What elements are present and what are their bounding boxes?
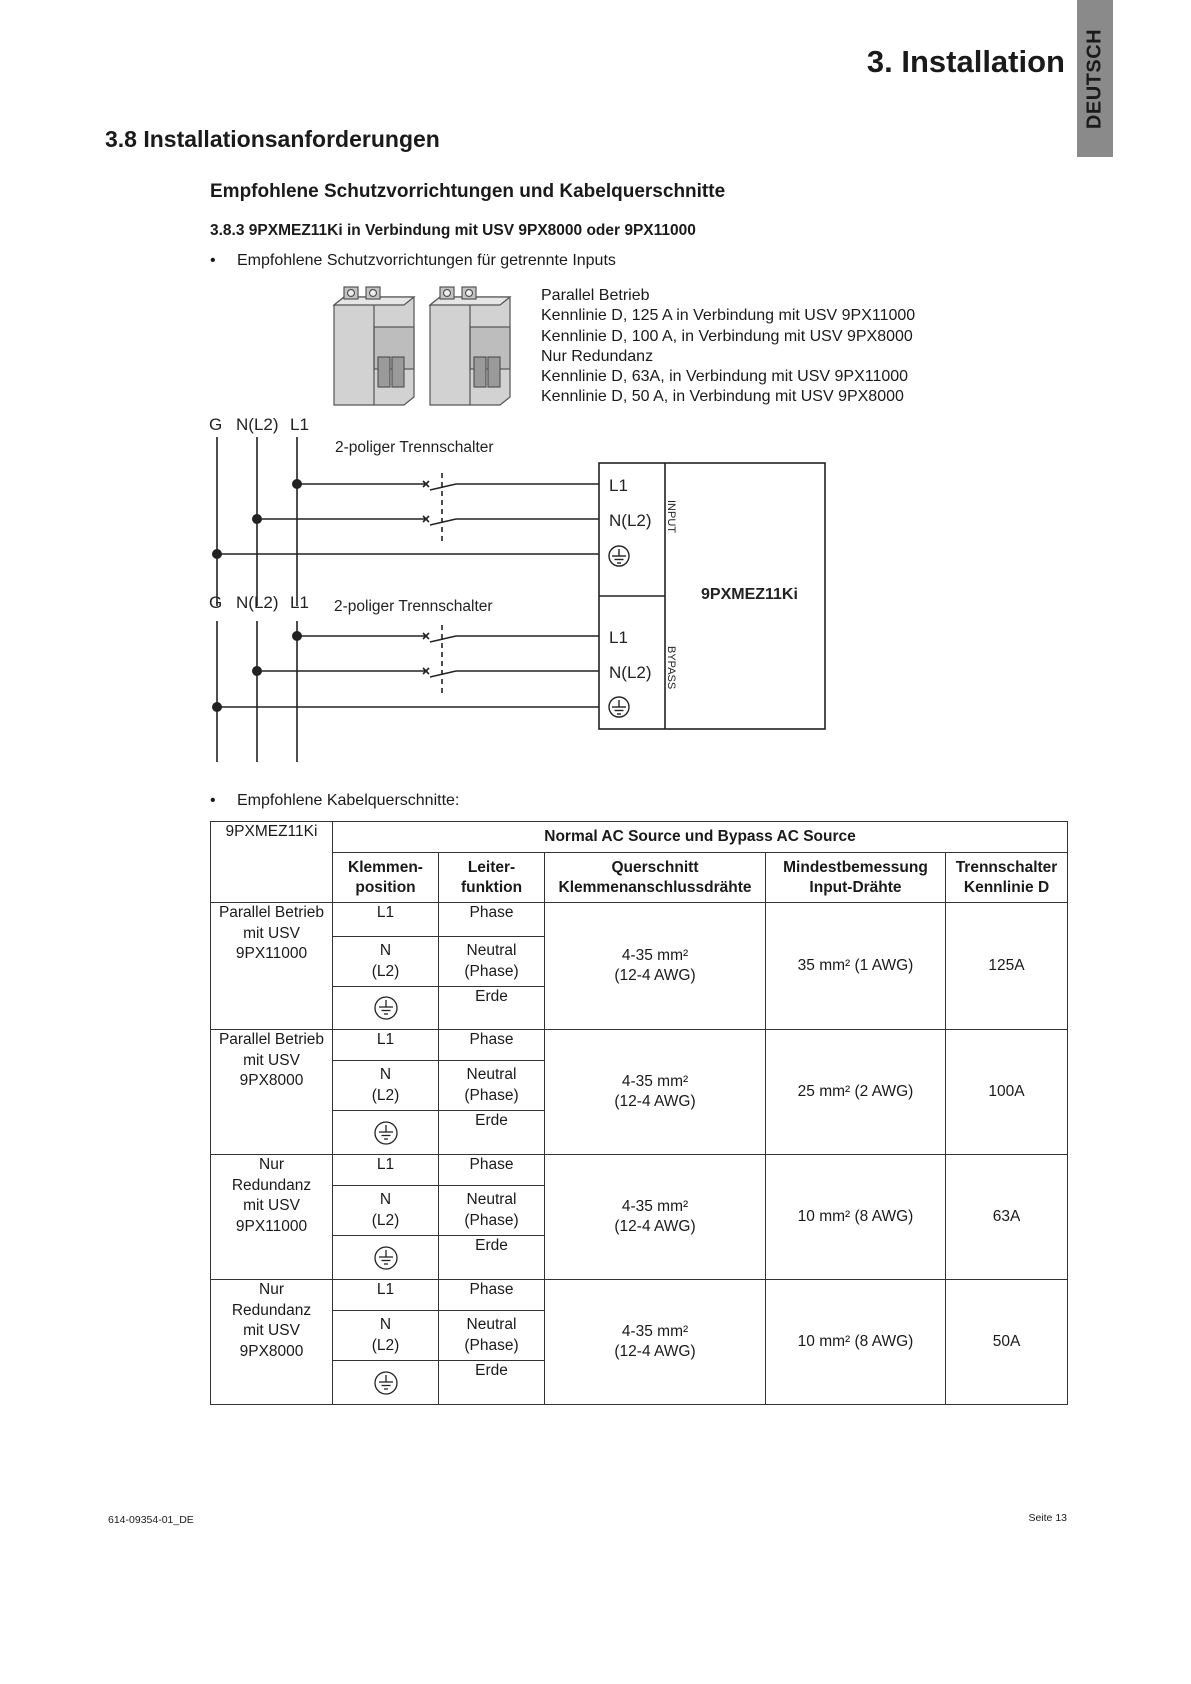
ground-icon <box>373 995 399 1021</box>
bus-label-g: G <box>209 593 223 612</box>
recommendation-line: Kennlinie D, 63A, in Verbindung mit USV 9PX11000 <box>541 368 909 386</box>
cross-section-cell: 4-35 mm² (12-4 AWG) <box>545 1155 766 1280</box>
config-cell: Parallel Betrieb mit USV 9PX11000 <box>211 903 333 1030</box>
bus-label-n: N(L2) <box>236 415 279 434</box>
min-rating-cell: 25 mm² (2 AWG) <box>766 1030 946 1155</box>
ground-icon <box>609 697 629 717</box>
bullet-text: Empfohlene Kabelquerschnitte: <box>237 792 460 809</box>
terminal-n: N(L2) <box>609 663 652 682</box>
position-cell <box>333 1111 439 1155</box>
model-label: 9PXMEZ11Ki <box>225 823 318 840</box>
terminal-n: N(L2) <box>609 511 652 530</box>
config-cell: Nur Redundanz mit USV 9PX8000 <box>211 1280 333 1405</box>
subsubsection-title: 3.8.3 9PXMEZ11Ki in Verbindung mit USV 9PX8000 oder 9PX11000 <box>210 222 696 239</box>
recommendation-line: Kennlinie D, 100 A, in Verbindung mit USV 9PX8000 <box>541 327 913 345</box>
switch-label: 2-poliger Trennschalter <box>335 439 494 456</box>
bus-label-n: N(L2) <box>236 593 279 612</box>
breaker-cell: 63A <box>946 1155 1068 1280</box>
position-cell: L1 <box>333 1280 439 1311</box>
language-tab-label: DEUTSCH <box>1083 28 1106 129</box>
breaker-cell: 125A <box>946 903 1068 1030</box>
switch-label: 2-poliger Trennschalter <box>334 598 493 615</box>
min-rating-cell: 35 mm² (1 AWG) <box>766 903 946 1030</box>
recommendation-line: Kennlinie D, 50 A, in Verbindung mit USV 9PX8000 <box>541 388 904 406</box>
group-header: Normal AC Source und Bypass AC Source <box>333 822 1068 853</box>
bullet-cables <box>210 792 710 814</box>
position-cell: N (L2) <box>333 1061 439 1111</box>
subsection-title: Empfohlene Schutzvorrichtungen und Kabelquerschnitte <box>210 181 726 202</box>
footer-page-number: Seite 13 <box>1028 1512 1067 1524</box>
bypass-label: BYPASS <box>665 646 677 690</box>
table-row <box>211 903 1068 937</box>
function-cell: Phase <box>439 1030 545 1061</box>
recommendation-line: Nur Redundanz <box>541 347 654 365</box>
function-cell: Phase <box>439 1280 545 1311</box>
function-cell: Neutral (Phase) <box>439 1186 545 1236</box>
bus-label-l1: L1 <box>290 415 309 434</box>
cable-table <box>210 821 1068 1405</box>
position-cell: N (L2) <box>333 1311 439 1361</box>
cross-section-cell: 4-35 mm² (12-4 AWG) <box>545 1030 766 1155</box>
table-row <box>211 1280 1068 1311</box>
ground-icon <box>373 1120 399 1146</box>
bus-label-g: G <box>209 415 223 434</box>
position-cell: L1 <box>333 1030 439 1061</box>
recommendation-line: Parallel Betrieb <box>541 287 650 304</box>
device-name: 9PXMEZ11Ki <box>701 586 798 603</box>
function-cell: Neutral (Phase) <box>439 1061 545 1111</box>
function-cell: Erde <box>439 1361 545 1405</box>
table-row <box>211 1030 1068 1061</box>
position-cell: N (L2) <box>333 937 439 987</box>
function-cell: Neutral (Phase) <box>439 937 545 987</box>
section-title: 3.8 Installationsanforderungen <box>105 126 440 152</box>
col-header-cross-section: Querschnitt Klemmenanschlussdrähte <box>545 853 766 903</box>
input-label: INPUT <box>665 500 677 533</box>
bus-label-l1: L1 <box>290 593 309 612</box>
function-cell: Erde <box>439 1236 545 1280</box>
chapter-title: 3. Installation <box>866 44 1065 79</box>
breaker-cell: 50A <box>946 1280 1068 1405</box>
position-cell <box>333 1236 439 1280</box>
function-cell: Erde <box>439 1111 545 1155</box>
bullet-dot: • <box>210 792 216 809</box>
function-cell: Phase <box>439 1155 545 1186</box>
position-cell: N (L2) <box>333 1186 439 1236</box>
config-cell: Parallel Betrieb mit USV 9PX8000 <box>211 1030 333 1155</box>
config-cell: Nur Redundanz mit USV 9PX11000 <box>211 1155 333 1280</box>
recommendation-line: Kennlinie D, 125 A in Verbindung mit USV 9PX11000 <box>541 307 916 325</box>
ground-icon <box>373 1370 399 1396</box>
terminal-l1: L1 <box>609 476 628 495</box>
col-header-function: Leiter- funktion <box>439 853 545 903</box>
min-rating-cell: 10 mm² (8 AWG) <box>766 1155 946 1280</box>
bullet-text: Empfohlene Schutzvorrichtungen für getrennte Inputs <box>237 252 616 269</box>
position-cell: L1 <box>333 903 439 937</box>
terminal-l1: L1 <box>609 628 628 647</box>
function-cell: Neutral (Phase) <box>439 1311 545 1361</box>
wiring-diagram <box>0 0 1113 780</box>
cross-section-cell: 4-35 mm² (12-4 AWG) <box>545 903 766 1030</box>
col-header-breaker: Trennschalter Kennlinie D <box>946 853 1068 903</box>
function-cell: Erde <box>439 987 545 1030</box>
cross-section-cell: 4-35 mm² (12-4 AWG) <box>545 1280 766 1405</box>
table-row <box>211 1155 1068 1186</box>
bullet-dot: • <box>210 252 216 269</box>
position-cell: L1 <box>333 1155 439 1186</box>
ground-icon <box>609 546 629 566</box>
position-cell <box>333 1361 439 1405</box>
min-rating-cell: 10 mm² (8 AWG) <box>766 1280 946 1405</box>
position-cell <box>333 987 439 1030</box>
footer-doc-id: 614-09354-01_DE <box>108 1514 194 1526</box>
breaker-cell: 100A <box>946 1030 1068 1155</box>
col-header-min-rating: Mindestbemessung Input-Drähte <box>766 853 946 903</box>
col-header-position: Klemmen- position <box>333 853 439 903</box>
ground-icon <box>373 1245 399 1271</box>
model-cell <box>211 822 333 903</box>
function-cell: Phase <box>439 903 545 937</box>
